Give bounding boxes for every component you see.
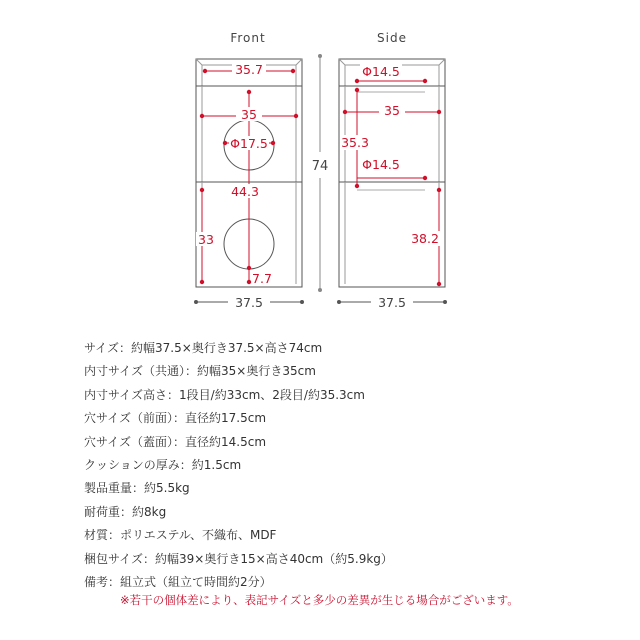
side-view-title: Side xyxy=(377,31,407,45)
total-height-label: 74 xyxy=(311,159,329,174)
side-inner-width-label: 35 xyxy=(384,103,400,118)
spec-lid-hole: 穴サイズ（蓋面）：直径約14.5cm xyxy=(84,434,267,449)
spec-inner-height: 内寸サイズ高さ：1段目/約33cm、2段目/約35.3cm xyxy=(84,387,365,402)
front-hole-diameter-label: Φ17.5 xyxy=(230,136,268,151)
side-view xyxy=(339,59,445,287)
spec-weight: 製品重量：約5.5kg xyxy=(84,481,190,496)
side-upper-height-label: 35.3 xyxy=(341,135,369,150)
spec-package: 梱包サイズ：約幅39×奥行き15×高さ40cm（約5.9kg） xyxy=(84,551,393,566)
spec-size: サイズ：約幅37.5×奥行き37.5×高さ74cm xyxy=(84,341,323,355)
side-lower-height-label: 38.2 xyxy=(411,231,439,246)
spec-remarks: 備考：組立式（組立て時間約2分） xyxy=(84,574,272,589)
side-middle-hole-label: Φ14.5 xyxy=(362,157,400,172)
side-top-hole-label: Φ14.5 xyxy=(362,64,400,79)
side-outer-width-label: 37.5 xyxy=(378,295,406,310)
spec-load: 耐荷重：約8kg xyxy=(84,504,167,519)
spec-cushion: クッションの厚み：約1.5cm xyxy=(84,457,242,472)
front-outer-width-label: 37.5 xyxy=(235,295,263,310)
front-lower-width-label: 44.3 xyxy=(231,184,259,199)
front-inner-width-label: 35 xyxy=(241,107,257,122)
front-cushion-label: 7.7 xyxy=(252,271,272,286)
spec-front-hole: 穴サイズ（前面）：直径約17.5cm xyxy=(84,411,267,426)
front-top-width-label: 35.7 xyxy=(235,62,263,77)
disclaimer-note: ※若干の個体差により、表記サイズと多少の差異が生じる場合がございます。 xyxy=(120,593,519,607)
spec-list xyxy=(84,337,624,594)
spec-material: 材質：ポリエステル、不織布、MDF xyxy=(84,528,277,543)
front-view-title: Front xyxy=(230,31,266,45)
front-lower-height-label: 33 xyxy=(198,232,214,247)
spec-inner-size: 内寸サイズ（共通）：約幅35×奥行き35cm xyxy=(84,364,316,379)
